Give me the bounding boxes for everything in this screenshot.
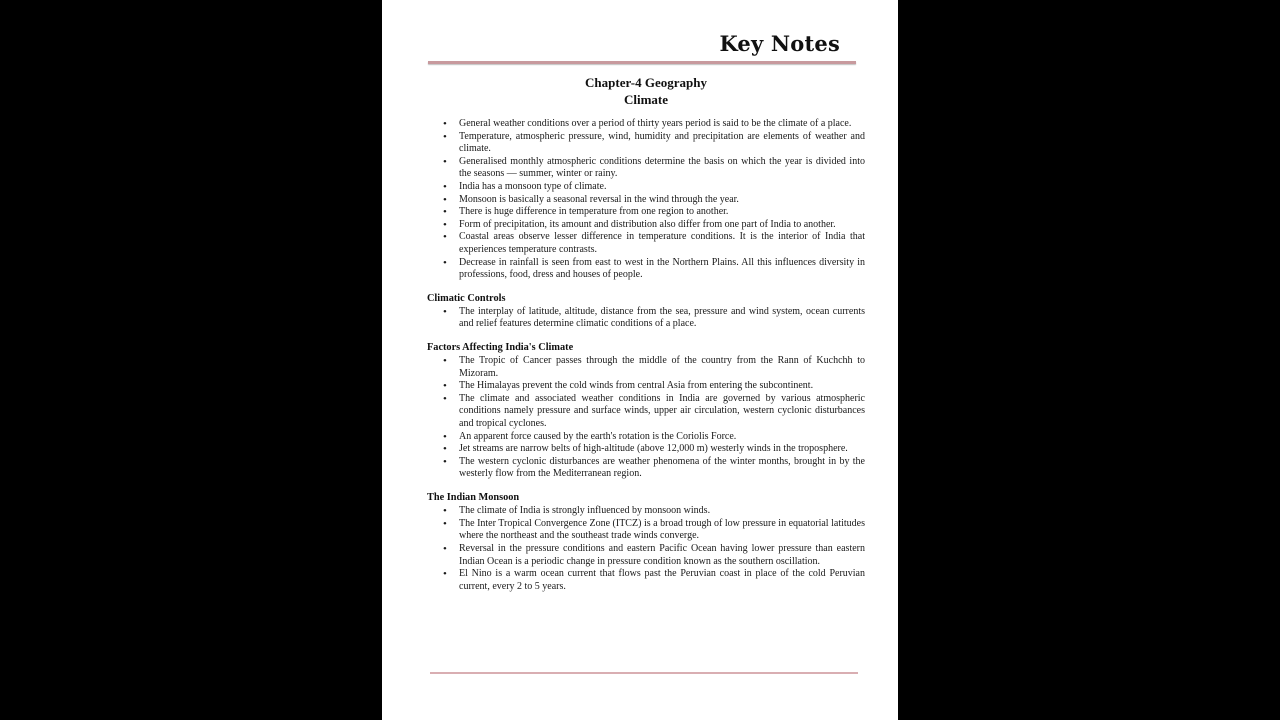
notes-content — [427, 118, 865, 593]
bullet-item: • The climate of India is strongly influenced by monsoon winds. — [459, 505, 865, 518]
notes-section — [427, 492, 865, 593]
bullet-item: • Decrease in rainfall is seen from east to west in the Northern Plains. All this influences diversity in professions, food, dress and houses of people. — [459, 257, 865, 282]
bullet-item: • General weather conditions over a period of thirty years period is said to be the climate of a place. — [459, 118, 865, 131]
chapter-title — [382, 74, 910, 108]
header-divider — [428, 61, 856, 64]
notes-section — [427, 342, 865, 481]
bullet-list — [427, 355, 865, 481]
bullet-item: • Jet streams are narrow belts of high-altitude (above 12,000 m) westerly winds in the troposphere. — [459, 443, 865, 456]
footer-divider — [430, 672, 858, 674]
bullet-item: • The western cyclonic disturbances are weather phenomena of the winter months, brought in by the westerly flow from the Mediterranean region. — [459, 456, 865, 481]
bullet-item: • An apparent force caused by the earth's rotation is the Coriolis Force. — [459, 431, 865, 444]
bullet-list — [427, 306, 865, 331]
notes-section — [427, 118, 865, 282]
bullet-item: • Monsoon is basically a seasonal reversal in the wind through the year. — [459, 194, 865, 207]
bullet-item: • The interplay of latitude, altitude, distance from the sea, pressure and wind system, ocean currents and relief features determine climatic conditions of a place. — [459, 306, 865, 331]
section-heading: Factors Affecting India's Climate — [427, 342, 574, 353]
chapter-title-line2: Climate — [623, 92, 669, 107]
bullet-item: • Coastal areas observe lesser difference in temperature conditions. It is the interior of India that experiences temperature contrasts. — [459, 231, 865, 256]
section-heading: Climatic Controls — [427, 292, 506, 304]
chapter-title-line1: Chapter-4 Geography — [585, 75, 707, 90]
bullet-item: • Form of precipitation, its amount and distribution also differ from one part of India to another. — [459, 219, 865, 232]
bullet-list — [427, 505, 865, 593]
bullet-item: • Reversal in the pressure conditions and eastern Pacific Ocean having lower pressure than eastern Indian Ocean is a periodic change in pressure condition known as the southern oscillation. — [459, 543, 865, 568]
notes-section — [427, 293, 865, 331]
bullet-item: • El Nino is a warm ocean current that flows past the Peruvian coast in place of the cold Peruvian current, every 2 to 5 years. — [459, 568, 865, 593]
bullet-item: • The climate and associated weather conditions in India are governed by various atmospheric conditions namely pressure and surface winds, upper air circulation, western cyclonic disturbances and tropical cyclones. — [459, 393, 865, 431]
section-heading: The Indian Monsoon — [427, 492, 520, 504]
document-page — [382, 0, 898, 720]
bullet-item: • The Inter Tropical Convergence Zone (ITCZ) is a broad trough of low pressure in equatorial latitudes where the northeast and the southeast trade winds converge. — [459, 518, 865, 543]
bullet-item: • There is huge difference in temperature from one region to another. — [459, 206, 865, 219]
bullet-item: • India has a monsoon type of climate. — [459, 181, 865, 194]
bullet-item: • The Himalayas prevent the cold winds from central Asia from entering the subcontinent. — [459, 380, 865, 393]
page-header-title: Key Notes — [719, 31, 840, 56]
bullet-item: • The Tropic of Cancer passes through the middle of the country from the Rann of Kuchchh to Mizoram. — [459, 355, 865, 380]
bullet-list — [427, 118, 865, 282]
bullet-item: • Generalised monthly atmospheric conditions determine the basis on which the year is divided into the seasons — summer, winter or rainy. — [459, 156, 865, 181]
bullet-item: • Temperature, atmospheric pressure, wind, humidity and precipitation are elements of weather and climate. — [459, 131, 865, 156]
